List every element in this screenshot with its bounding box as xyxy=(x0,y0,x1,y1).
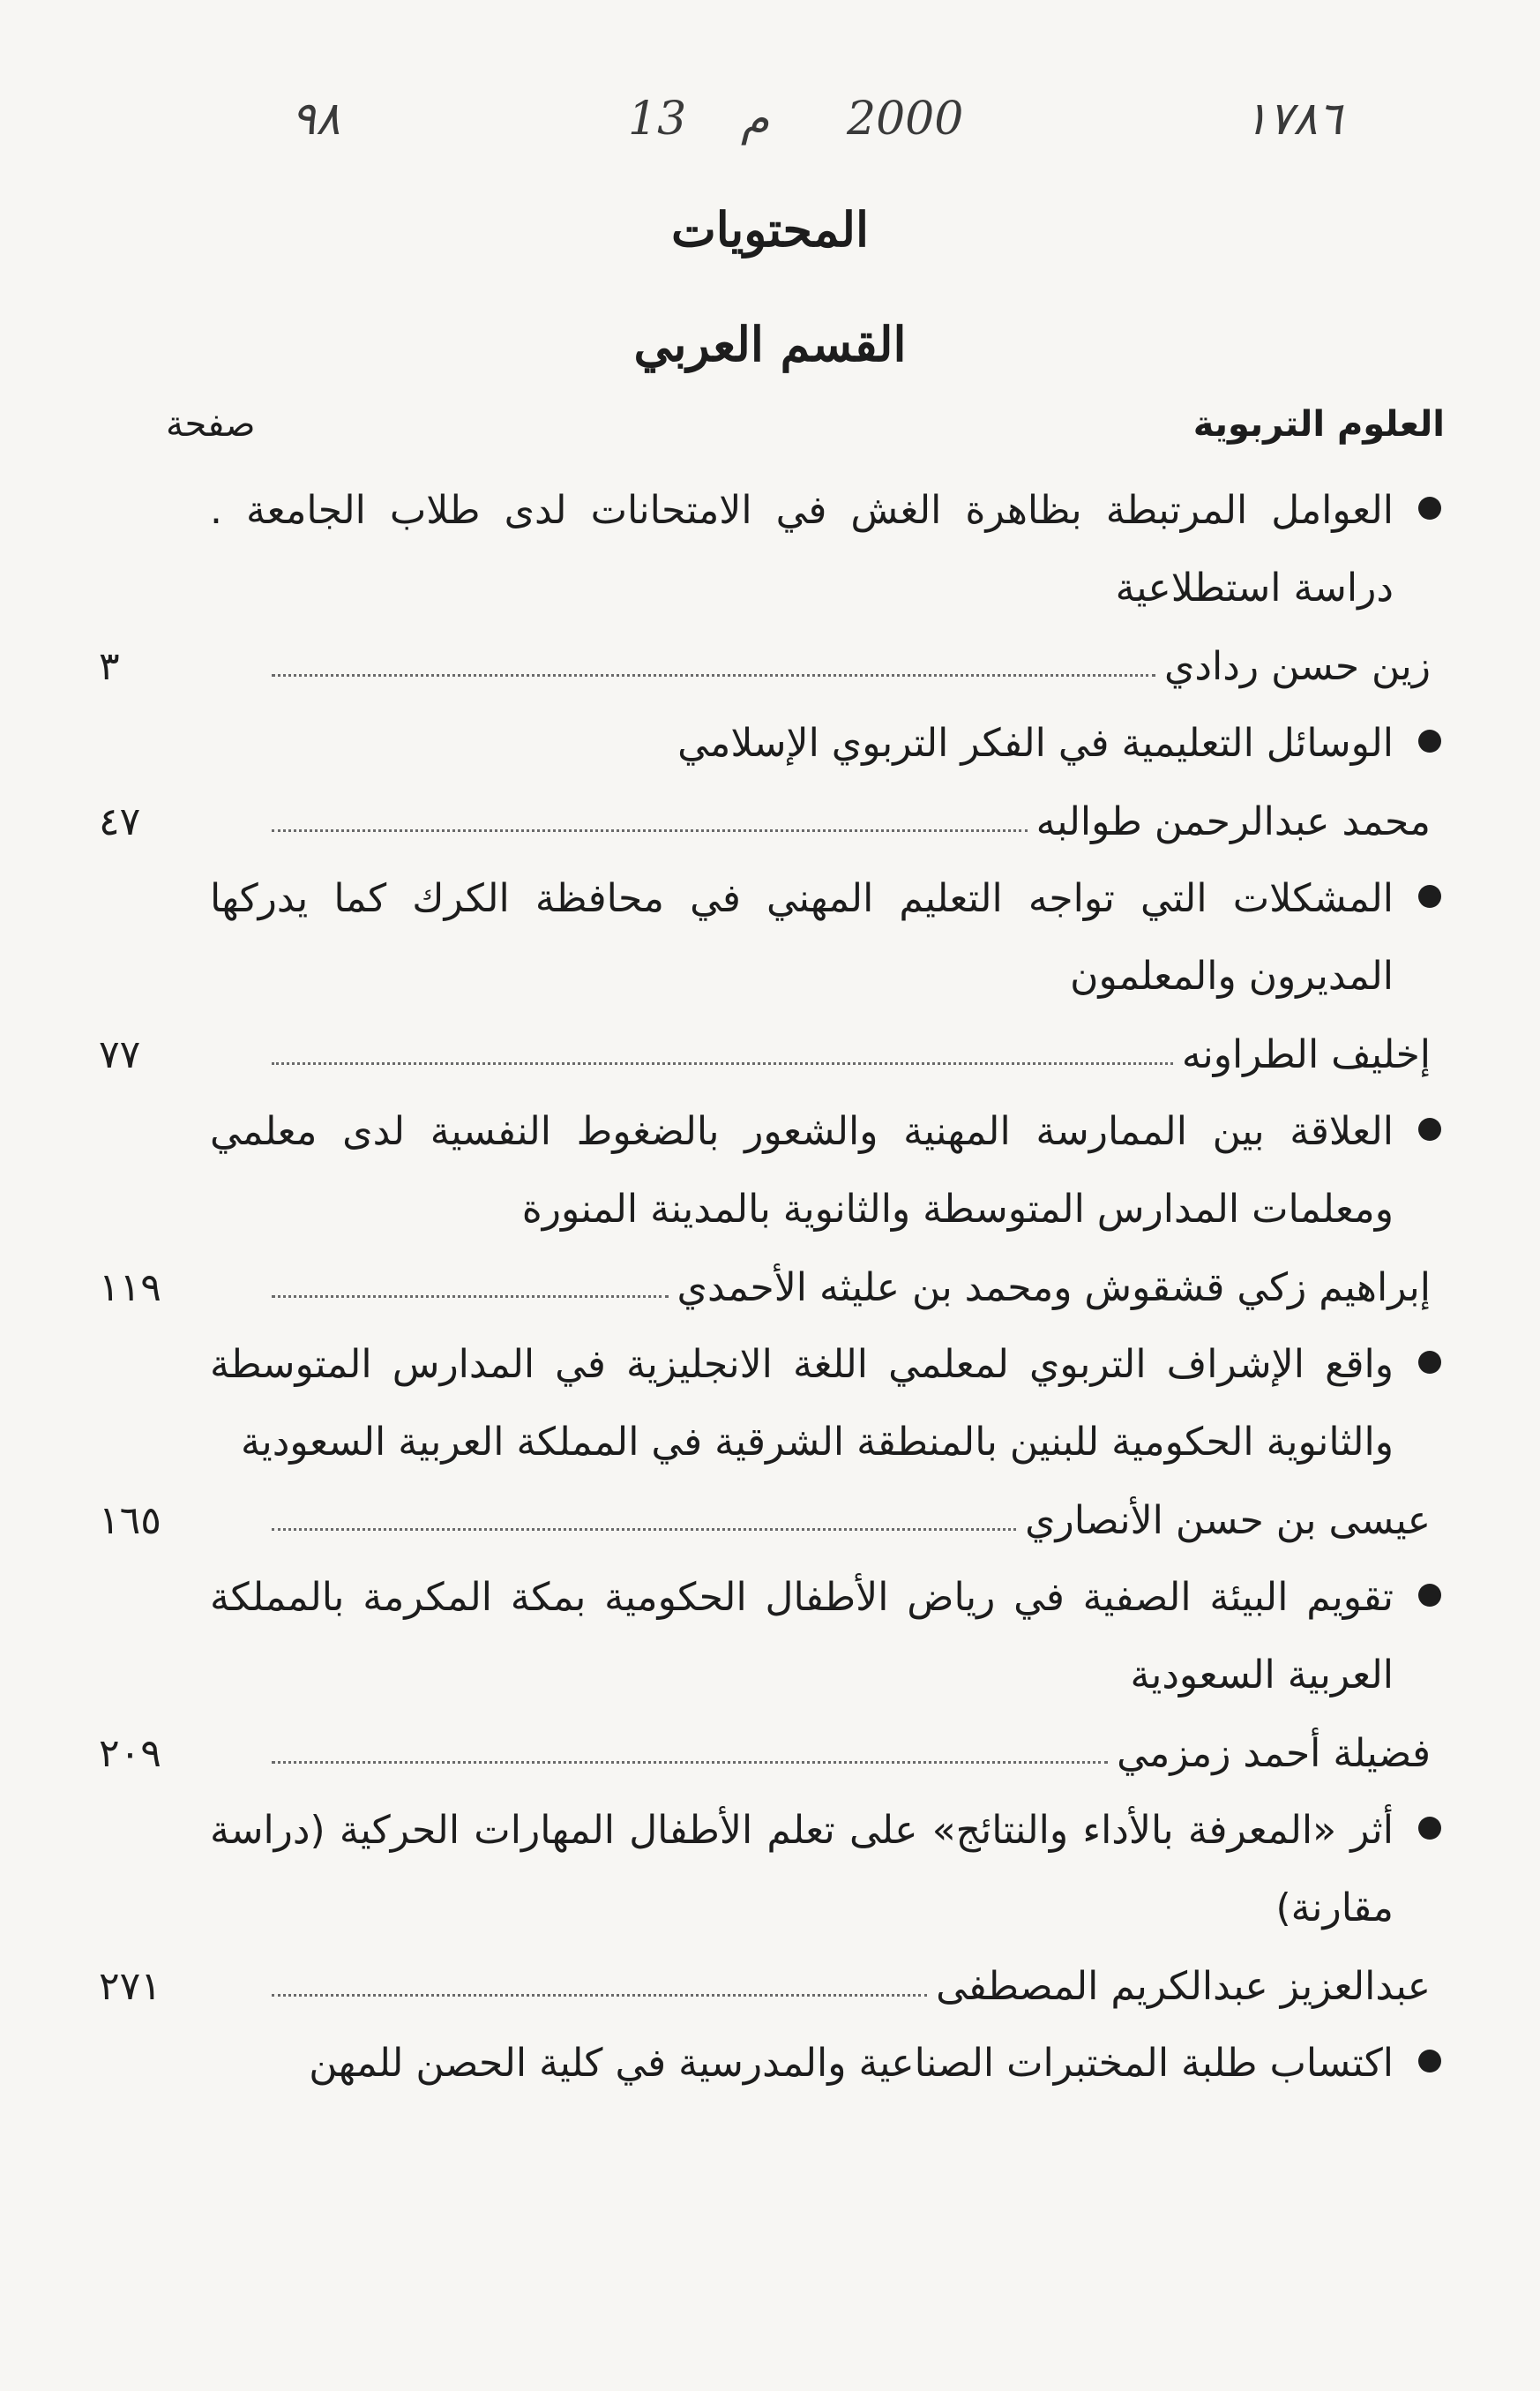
entry-title-line: دراسة استطلاعية xyxy=(1115,566,1394,611)
toc-entry[interactable] xyxy=(99,1559,1441,1792)
bullet-icon xyxy=(1418,1584,1441,1607)
toc-entry[interactable] xyxy=(99,472,1441,705)
toc-entry[interactable] xyxy=(210,2025,1441,2102)
entry-author-row xyxy=(99,1248,1441,1326)
toc-entry[interactable] xyxy=(99,860,1441,1093)
entry-page-number: ٣ xyxy=(99,643,120,689)
entry-title-line: ومعلمات المدارس المتوسطة والثانوية بالمدينة المنورة xyxy=(521,1187,1394,1232)
entry-page-number: ٧٧ xyxy=(99,1031,141,1077)
toc-list xyxy=(99,472,1441,2102)
handwritten-note-number: 13 xyxy=(628,93,687,146)
toc-entry[interactable] xyxy=(99,1093,1441,1326)
entry-title-line: تقويم البيئة الصفية في رياض الأطفال الحكومية بمكة المكرمة بالمملكة xyxy=(210,1575,1394,1620)
toc-entry[interactable] xyxy=(99,1326,1441,1559)
entry-title-line: والثانوية الحكومية للبنين بالمنطقة الشرقية في المملكة العربية السعودية xyxy=(240,1420,1394,1465)
page-title: المحتويات xyxy=(670,201,870,258)
entry-title-line: العوامل المرتبطة بظاهرة الغش في الامتحانات لدى طلاب الجامعة . xyxy=(210,488,1394,533)
entry-author-row xyxy=(99,1947,1441,2025)
entry-page-number: ٢٠٩ xyxy=(99,1730,161,1776)
bullet-icon xyxy=(1418,1118,1441,1141)
bullet-icon xyxy=(1418,2050,1441,2072)
entry-author: عبدالعزيز عبدالكريم المصطفى xyxy=(936,1963,1431,2009)
entry-author: محمد عبدالرحمن طوالبه xyxy=(1035,798,1431,844)
entry-title xyxy=(210,860,1441,1016)
handwritten-note-left: ٩٨ xyxy=(291,93,340,146)
entry-author-row xyxy=(99,627,1441,705)
entry-title-line: اكتساب طلبة المختبرات الصناعية والمدرسية في كلية الحصن للمهن xyxy=(309,2041,1394,2086)
handwritten-note-year: 2000 xyxy=(847,93,964,146)
entry-page-number: ١٦٥ xyxy=(99,1497,161,1543)
entry-author: إبراهيم زكي قشقوش ومحمد بن عليثه الأحمدي xyxy=(677,1264,1431,1310)
entry-title-line: المشكلات التي تواجه التعليم المهني في محافظة الكرك كما يدركها xyxy=(210,876,1394,921)
dot-leader xyxy=(272,1994,927,1997)
entry-title-line: العلاقة بين الممارسة المهنية والشعور بالضغوط النفسية لدى معلمي xyxy=(210,1109,1394,1154)
entry-page-number: ١١٩ xyxy=(99,1264,161,1310)
dot-leader xyxy=(272,1528,1016,1531)
dot-leader xyxy=(272,829,1028,832)
bullet-icon xyxy=(1418,1351,1441,1374)
entry-author-row xyxy=(99,1016,1441,1093)
entry-page-number: ٢٧١ xyxy=(99,1963,161,2009)
entry-page-number: ٤٧ xyxy=(99,798,141,844)
entry-author: فضيلة أحمد زمزمي xyxy=(1117,1730,1431,1776)
entry-author-row xyxy=(99,1714,1441,1792)
entry-title xyxy=(210,1559,1441,1714)
dot-leader xyxy=(272,1761,1108,1764)
dot-leader xyxy=(272,674,1155,677)
entry-title xyxy=(210,2025,1441,2102)
entry-author-row xyxy=(99,783,1441,860)
entry-title-line: مقارنة) xyxy=(1275,1885,1394,1930)
entry-author: إخليف الطراونه xyxy=(1181,1031,1431,1077)
toc-entry[interactable] xyxy=(99,705,1441,860)
entry-title xyxy=(210,1792,1441,1947)
bullet-icon xyxy=(1418,1817,1441,1840)
entry-title-line: المديرون والمعلمون xyxy=(1070,954,1394,999)
handwritten-note-right: ١٧٨٦ xyxy=(1244,93,1342,146)
category-label: العلوم التربوية xyxy=(1192,404,1445,445)
section-title: القسم العربي xyxy=(633,316,907,372)
entry-title-line: العربية السعودية xyxy=(1130,1653,1394,1698)
entry-author: زين حسن ردادي xyxy=(1163,643,1431,689)
dot-leader xyxy=(272,1295,669,1298)
entry-title-line: واقع الإشراف التربوي لمعلمي اللغة الانجليزية في المدارس المتوسطة xyxy=(210,1342,1394,1387)
toc-entry[interactable] xyxy=(99,1792,1441,2025)
entry-title xyxy=(210,1326,1441,1481)
entry-title-line: أثر «المعرفة بالأداء والنتائج» على تعلم الأطفال المهارات الحركية (دراسة xyxy=(210,1808,1394,1853)
page-column-label: صفحة xyxy=(166,404,256,445)
dot-leader xyxy=(272,1062,1173,1065)
entry-title xyxy=(210,472,1441,627)
entry-author-row xyxy=(99,1481,1441,1559)
entry-title-line: الوسائل التعليمية في الفكر التربوي الإسلامي xyxy=(677,721,1394,766)
bullet-icon xyxy=(1418,497,1441,520)
entry-title xyxy=(210,1093,1441,1248)
handwritten-note-letter: م xyxy=(741,93,770,146)
bullet-icon xyxy=(1418,885,1441,908)
entry-title xyxy=(210,705,1441,783)
category-header xyxy=(166,404,1445,457)
bullet-icon xyxy=(1418,730,1441,753)
entry-author: عيسى بن حسن الأنصاري xyxy=(1025,1497,1431,1543)
